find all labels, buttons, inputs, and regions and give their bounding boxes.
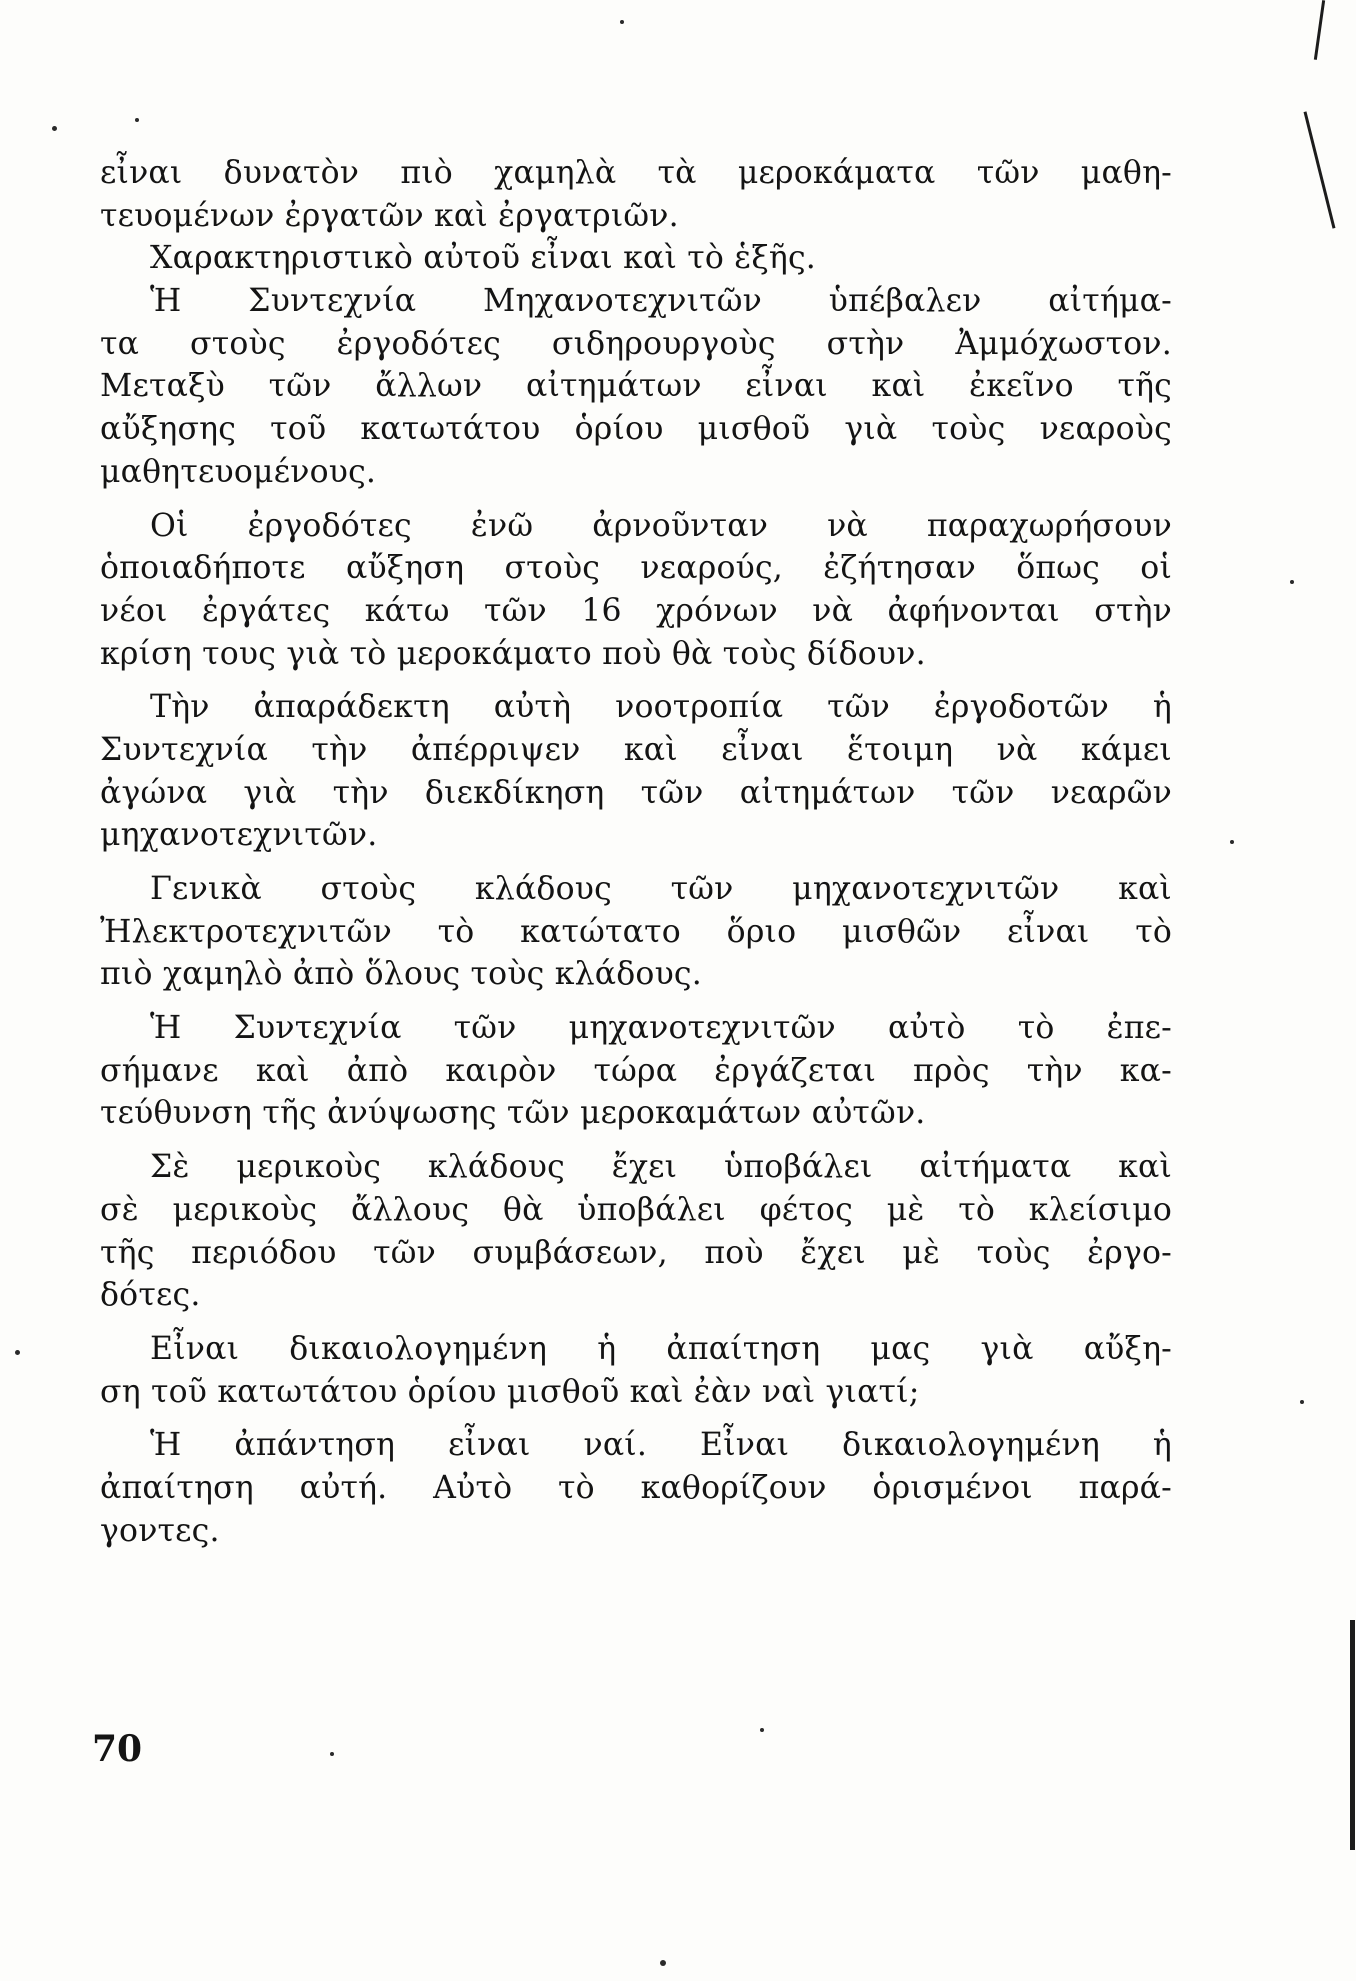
paragraph-start: Σὲ μερικοὺς κλάδους ἔχει ὑποβάλει αἰτήματα καὶ	[150, 1149, 1172, 1186]
text-line: ἀπαίτηση αὐτή. Αὐτὸ τὸ καθορίζουν ὁρισμένοι παρά-	[100, 1469, 1172, 1506]
paragraph-start: Ἡ ἀπάντηση εἶναι ναί. Εἶναι δικαιολογημένη ἡ	[150, 1427, 1172, 1464]
paragraph-start: Τὴν ἀπαράδεκτη αὐτὴ νοοτροπία τῶν ἐργοδοτῶν ἡ	[150, 689, 1172, 726]
text-line: σήμανε καὶ ἀπὸ καιρὸν τώρα ἐργάζεται πρὸς τὴν κα-	[100, 1052, 1172, 1089]
text-line: ὁποιαδήποτε αὔξηση στοὺς νεαρούς, ἐζήτησαν ὅπως οἱ	[100, 550, 1172, 587]
scan-speck	[15, 1350, 20, 1355]
text-line: μηχανοτεχνιτῶν.	[100, 817, 378, 854]
scan-speck	[620, 20, 624, 24]
scan-edge-mark	[1350, 1620, 1355, 1850]
text-line: τεύθυνση τῆς ἀνύψωσης τῶν μεροκαμάτων αὐτῶν.	[100, 1095, 926, 1132]
scan-edge-mark	[1314, 0, 1325, 60]
text-line: τα στοὺς ἐργοδότες σιδηρουργοὺς στὴν Ἀμμόχωστον.	[100, 325, 1172, 362]
paragraph-start: Οἱ ἐργοδότες ἐνῶ ἀρνοῦνταν νὰ παραχωρήσουν	[150, 507, 1172, 544]
text-line: δότες.	[100, 1277, 201, 1314]
text-line: νέοι ἐργάτες κάτω τῶν 16 χρόνων νὰ ἀφήνονται στὴν	[100, 592, 1172, 629]
paragraph-start: Εἶναι δικαιολογημένη ἡ ἀπαίτηση μας γιὰ αὔξη-	[150, 1330, 1172, 1367]
scan-speck	[52, 126, 57, 131]
text-line: τευομένων ἐργατῶν καὶ ἐργατριῶν.	[100, 197, 679, 234]
text-line: ἀγώνα γιὰ τὴν διεκδίκηση τῶν αἰτημάτων τῶν νεαρῶν	[100, 774, 1172, 811]
paragraph-start: Χαρακτηριστικὸ αὐτοῦ εἶναι καὶ τὸ ἑξῆς.	[150, 240, 817, 277]
scan-speck	[1230, 840, 1234, 844]
paragraph-start: Γενικὰ στοὺς κλάδους τῶν μηχανοτεχνιτῶν καὶ	[150, 871, 1172, 907]
text-line: εἶναι δυνατὸν πιὸ χαμηλὰ τὰ μεροκάματα τῶν μαθη-	[100, 155, 1172, 191]
text-line: σὲ μερικοὺς ἄλλους θὰ ὑποβάλει φέτος μὲ τὸ κλείσιμο	[100, 1191, 1172, 1228]
scan-edge-mark	[1304, 111, 1336, 228]
text-line: μαθητευομένους.	[100, 453, 377, 490]
text-line: Συντεχνία τὴν ἀπέρριψεν καὶ εἶναι ἕτοιμη νὰ κάμει	[100, 731, 1172, 768]
scan-speck	[660, 1960, 666, 1966]
text-line: κρίση τους γιὰ τὸ μεροκάματο ποὺ θὰ τοὺς δίδουν.	[100, 635, 926, 672]
page-number: 70	[92, 1728, 143, 1770]
scan-speck	[760, 1728, 764, 1732]
paragraph-start: Ἡ Συντεχνία Μηχανοτεχνιτῶν ὑπέβαλεν αἰτήμα-	[150, 283, 1172, 320]
text-line: γοντες.	[100, 1512, 220, 1549]
scan-speck	[1300, 1400, 1304, 1404]
text-line: πιὸ χαμηλὸ ἀπὸ ὅλους τοὺς κλάδους.	[100, 956, 702, 993]
text-line: ση τοῦ κατωτάτου ὁρίου μισθοῦ καὶ ἐὰν ναὶ γιατί;	[100, 1373, 920, 1410]
body-text	[100, 152, 1172, 1552]
paragraph-start: Ἡ Συντεχνία τῶν μηχανοτεχνιτῶν αὐτὸ τὸ ἐπε-	[150, 1010, 1172, 1047]
text-line: τῆς περιόδου τῶν συμβάσεων, ποὺ ἔχει μὲ τοὺς ἐργο-	[100, 1234, 1172, 1271]
scan-speck	[330, 1752, 334, 1756]
text-line: Ἠλεκτροτεχνιτῶν τὸ κατώτατο ὅριο μισθῶν εἶναι τὸ	[100, 913, 1172, 950]
scan-speck	[135, 118, 139, 122]
scan-speck	[1290, 580, 1294, 584]
text-line: αὔξησης τοῦ κατωτάτου ὁρίου μισθοῦ γιὰ τοὺς νεαροὺς	[100, 411, 1172, 448]
text-line: Μεταξὺ τῶν ἄλλων αἰτημάτων εἶναι καὶ ἐκεῖνο τῆς	[100, 368, 1172, 405]
